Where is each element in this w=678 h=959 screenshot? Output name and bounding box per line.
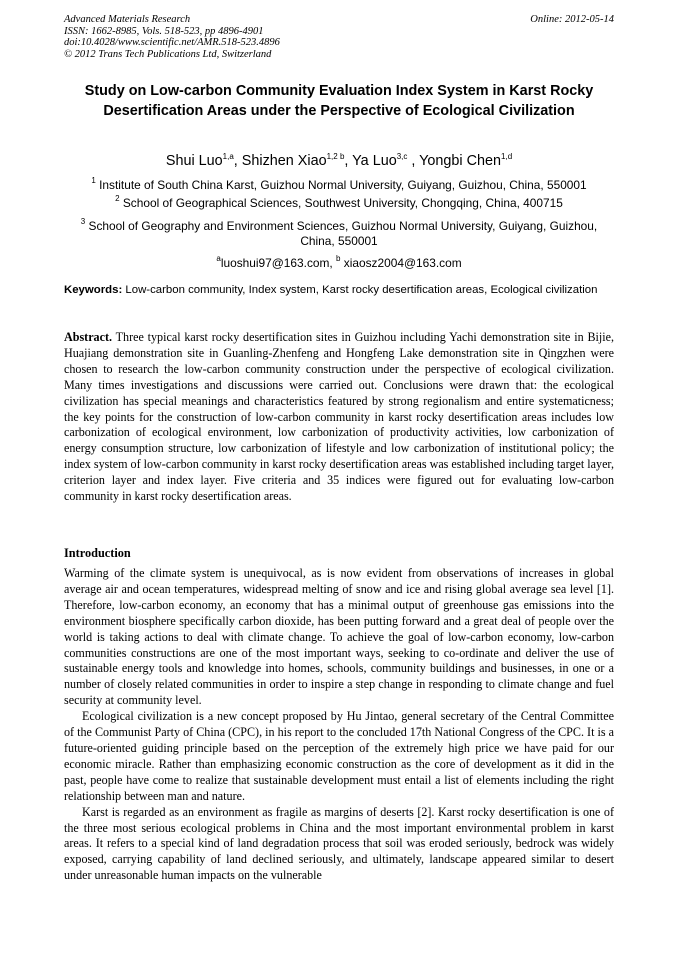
affiliation-text: School of Geography and Environment Sciences, Guizhou Normal University, Guiyang, Guizhou, China, 550001 xyxy=(85,219,598,248)
author-name: Shui Luo xyxy=(165,153,223,169)
affiliation-sup: 2 xyxy=(115,194,120,203)
journal-header xyxy=(64,14,280,60)
keywords xyxy=(64,284,614,298)
author-affiliation-sup: 1,a xyxy=(222,152,234,161)
journal-name: Advanced Materials Research xyxy=(64,14,191,25)
affiliation-sup: 3 xyxy=(80,217,86,226)
email-address: luoshui97@163.com, xyxy=(220,256,337,270)
paper-title: Study on Low-carbon Community Evaluation Index System in Karst Rocky Desertification Areas under the Perspective of Ecological Civilization xyxy=(84,83,594,119)
affiliation-1 xyxy=(64,178,614,193)
author-separator: , xyxy=(344,153,353,169)
paragraph: Warming of the climate system is unequivocal, as is now evident from observations of increases in global average air and ocean temperatures, widespread melting of snow and ice and rising global average sea level [1]. Therefore, low-carbon economy, an economy that has a minimal output of greenhouse gas emissions into the environment biosphere specifically carbon dioxide, has been putting forward and a great deal of people over the world is taking actions to deal with climate change. To achieve the goal of low-carbon economy, low-carbon communities constructions are one of the most important ways, seeking to co-ordinate and deliver the use of sustainable energy tools and knowledge into homes, schools, community buildings and businesses, in one or a number of closely related communities in order to inspire a step change in responding to climate change and fuel security at community level. xyxy=(64,566,614,708)
section-heading-introduction: Introduction xyxy=(64,546,131,560)
doi-line: doi:10.4028/www.scientific.net/AMR.518-523.4896 xyxy=(64,37,280,48)
affiliation-sup: 1 xyxy=(91,176,96,185)
author-affiliation-sup: 1,d xyxy=(501,152,513,161)
online-date: Online: 2012-05-14 xyxy=(530,14,614,25)
abstract-label: Abstract. xyxy=(64,330,113,344)
author-name: Ya Luo xyxy=(352,153,397,169)
author-list xyxy=(64,152,614,170)
keywords-text: Low-carbon community, Index system, Karst rocky desertification areas, Ecological civilization xyxy=(122,284,598,296)
affiliation-text: Institute of South China Karst, Guizhou Normal University, Guiyang, Guizhou, China, 550001 xyxy=(95,178,587,192)
introduction-body xyxy=(64,566,614,884)
author-emails xyxy=(64,256,614,271)
author-name: Shizhen Xiao xyxy=(241,153,327,169)
author-affiliation-sup: 3,c xyxy=(396,152,408,161)
author-affiliation-sup: 1,2 b xyxy=(326,152,345,161)
author-name: Yongbi Chen xyxy=(419,153,502,169)
author-separator: , xyxy=(407,153,420,169)
issn-line: ISSN: 1662-8985, Vols. 518-523, pp 4896-4901 xyxy=(64,25,264,37)
affiliation-text: School of Geographical Sciences, Southwest University, Chongqing, China, 400715 xyxy=(119,196,563,210)
email-sup: b xyxy=(336,254,341,263)
author-separator: , xyxy=(233,153,242,169)
email-sup: a xyxy=(216,254,221,263)
copyright-line: © 2012 Trans Tech Publications Ltd, Switzerland xyxy=(64,48,272,60)
keywords-label: Keywords: xyxy=(64,284,123,296)
abstract-text: Three typical karst rocky desertification sites in Guizhou including Yachi demonstration site in Bijie, Huajiang demonstration site in Guanling-Zhenfeng and Hongfeng Lake demonstration site in Qingzhen were chosen to research the low-carbon community construction under the perspective of ecological civilization. Many times investigations and discussions were carried out. Conclusions were drawn that: the ecological civilization has special meanings and characteristics featured by strong regionalism and entire systematicness; the key points for the construction of low-carbon community in karst rocky desertification areas includes low carbonization of ecological environment, low carbonization of productivity activities, low carbonization of energy consumption structure, low carbonization of lifestyle and low carbonization of institutional policy; the index system of low-carbon community in karst rocky desertification areas was established including target layer, criterion layer and index layer. Five criteria and 35 indices were figured out for evaluating low-carbon community in karst rocky desertification areas. xyxy=(64,330,614,504)
abstract xyxy=(64,330,614,505)
affiliation-2 xyxy=(64,196,614,211)
email-address: xiaosz2004@163.com xyxy=(340,256,462,270)
paragraph: Karst is regarded as an environment as fragile as margins of deserts [2]. Karst rocky desertification is one of the three most serious ecological problems in China and the most important environmental problem in karst areas. It refers to a special kind of land degradation process that soil was eroded seriously, bedrock was widely exposed, carrying capability of land declined seriously, and ultimately, landscape appeared similar to desert under unreasonable human impacts on the vulnerable xyxy=(64,804,614,883)
affiliation-3 xyxy=(64,219,614,248)
paragraph: Ecological civilization is a new concept proposed by Hu Jintao, general secretary of the Central Committee of the Communist Party of China (CPC), in his report to the concluded 17th National Congress of the CPC. It is a future-oriented guiding principle based on the perception of the extremely high price we have paid for our economic miracle. Rather than emphasizing economic construction as the core of development as it did in the past, people have come to realize that sustainable development must entail a list of elements including the right relationship between man and nature. xyxy=(64,709,614,803)
